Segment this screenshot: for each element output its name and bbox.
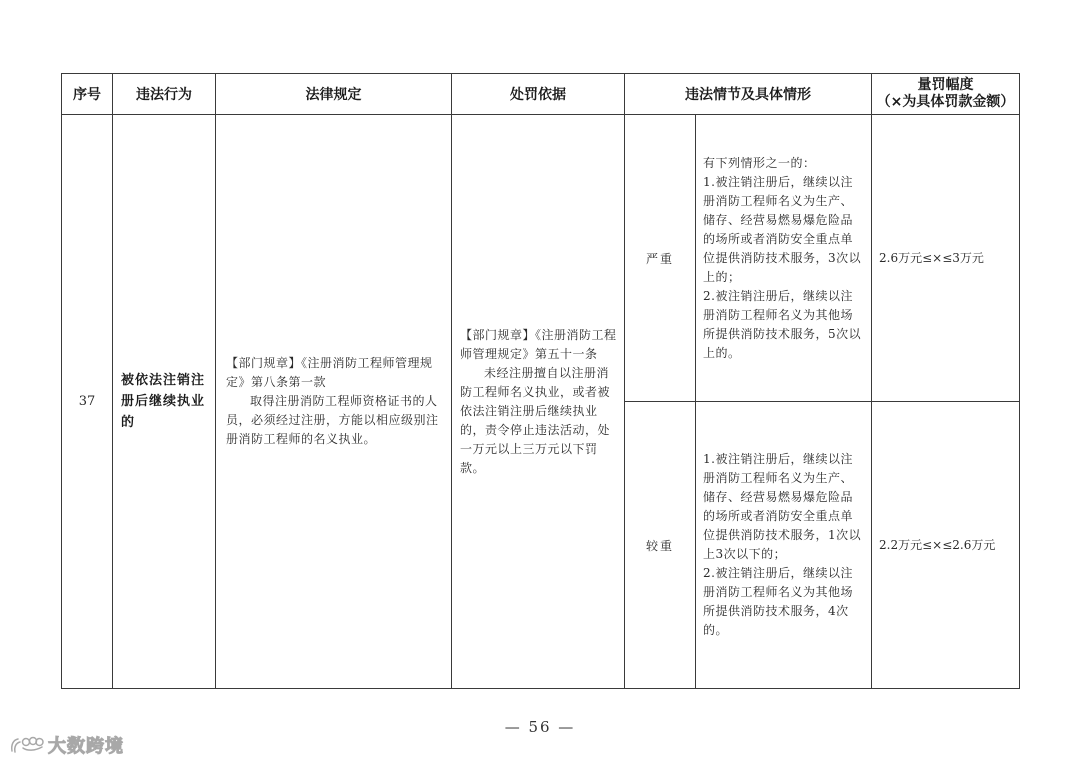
circumstance-line: 1.被注销注册后，继续以注册消防工程师名义为生产、储存、经营易燃易爆危险品的场所或者消防安全重点单位提供消防技术服务，3次以上的； [703, 174, 862, 284]
header-circumstances: 违法情节及具体情形 [625, 74, 872, 115]
penalty-table [61, 73, 1020, 689]
watermark-text: 大数跨境 [48, 736, 124, 757]
table-row [62, 115, 1020, 402]
table-header-row [62, 74, 1020, 115]
header-basis: 处罚依据 [452, 74, 625, 115]
level-severe: 严重 [625, 115, 696, 402]
amount-serious: 2.2万元≤×≤2.6万元 [872, 402, 1020, 689]
amount-severe: 2.6万元≤×≤3万元 [872, 115, 1020, 402]
law-text: 取得注册消防工程师资格证书的人员，必须经过注册，方能以相应级别注册消防工程师的名义执业。 [226, 394, 439, 446]
circumstance-line: 有下列情形之一的： [703, 155, 816, 170]
row-law [216, 115, 452, 689]
basis-text: 未经注册擅自以注册消防工程师名义执业，或者被依法注销注册后继续执业的，责令停止违法活动，处一万元以上三万元以下罚款。 [460, 365, 611, 475]
row-behavior: 被依法注销注册后继续执业的 [113, 115, 216, 689]
circumstance-line: 2.被注销注册后，继续以注册消防工程师名义为其他场所提供消防技术服务，5次以上的。 [703, 288, 862, 360]
page-number: — 56 — [504, 718, 576, 736]
header-penalty [872, 74, 1020, 115]
circumstance-line: 2.被注销注册后，继续以注册消防工程师名义为其他场所提供消防技术服务，4次的。 [703, 566, 854, 637]
law-citation: 【部门规章】《注册消防工程师管理规定》第八条第一款 [226, 356, 433, 389]
header-behavior: 违法行为 [113, 74, 216, 115]
circumstances-severe [696, 115, 872, 402]
row-basis [452, 115, 625, 689]
row-seq: 37 [62, 115, 113, 689]
level-serious: 较重 [625, 402, 696, 689]
circumstances-serious [696, 402, 872, 689]
header-penalty-line1: 量罚幅度 [917, 77, 974, 93]
circumstance-line: 1.被注销注册后，继续以注册消防工程师名义为生产、储存、经营易燃易爆危险品的场所或者消防安全重点单位提供消防技术服务，1次以上3次以下的； [703, 452, 862, 561]
basis-citation: 【部门规章】《注册消防工程师管理规定》第五十一条 [460, 327, 617, 361]
header-seq: 序号 [62, 74, 113, 115]
sheep-logo-icon [9, 735, 45, 755]
header-law: 法律规定 [216, 74, 452, 115]
watermark [9, 732, 124, 758]
header-penalty-line2: （×为具体罚款金额） [876, 94, 1015, 110]
